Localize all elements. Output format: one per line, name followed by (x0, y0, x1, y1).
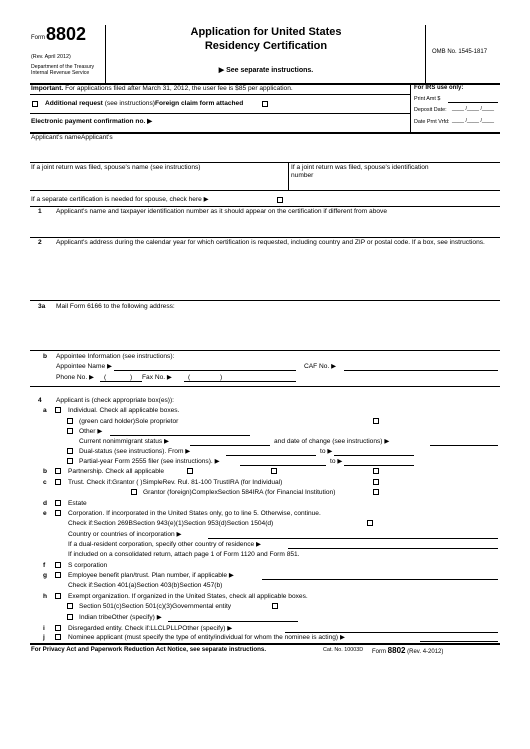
partnership-opt3-checkbox[interactable] (373, 468, 379, 474)
phone-paren-close: ) (130, 374, 133, 381)
line4j-letter: j (43, 634, 45, 641)
other-individual-label: Other ▶ (79, 428, 103, 435)
spouse-name-label: If a joint return was filed, spouse's name (see instructions) (31, 164, 201, 171)
corporation-label: Corporation. If incorporated in the United States only, go to line 5. Otherwise, continue. (68, 510, 321, 517)
green-card-label: (green card holder)Sole proprietor (79, 418, 179, 425)
ira-individual-checkbox[interactable] (373, 479, 379, 485)
line3a-field[interactable] (56, 313, 496, 348)
partial-from-field[interactable] (240, 465, 326, 466)
fax-paren-close: ) (220, 374, 223, 381)
print-amount-label: Print Amt $ (414, 96, 441, 102)
additional-request-label: Additional request (see instructions)Foreign claim form attached (45, 100, 244, 107)
sole-proprietor-checkbox[interactable] (373, 418, 379, 424)
partnership-label: Partnership. Check all applicable (68, 468, 165, 475)
nominee-field[interactable] (420, 641, 498, 642)
foreign-claim-checkbox[interactable] (262, 101, 268, 107)
irs-use-title: For IRS use only: (414, 85, 464, 91)
governmental-entity-checkbox[interactable] (272, 603, 278, 609)
s-corporation-checkbox[interactable] (55, 562, 61, 568)
individual-checkbox[interactable] (55, 407, 61, 413)
partial-to-field[interactable] (344, 465, 414, 466)
dual-from-field[interactable] (226, 455, 316, 456)
section-501c-checkbox[interactable] (67, 603, 73, 609)
estate-label: Estate (68, 500, 87, 507)
line1-number: 1 (38, 208, 42, 215)
line4f-letter: f (43, 562, 46, 569)
indian-tribe-checkbox[interactable] (67, 614, 73, 620)
line4g-letter: g (43, 572, 48, 579)
other-individual-field[interactable] (110, 435, 250, 436)
section-1504d-checkbox[interactable] (367, 520, 373, 526)
applicant-name-field[interactable] (32, 143, 498, 161)
country-incorporation-label: Country or countries of incorporation ▶ (68, 531, 182, 538)
estate-checkbox[interactable] (55, 500, 61, 506)
exempt-org-label: Exempt organization. If organized in the United States, check all applicable boxes. (68, 593, 308, 600)
caf-field[interactable] (344, 370, 498, 371)
deposit-date-blanks: ____ /____ /____ (452, 106, 494, 112)
line3a-number: 3a (38, 303, 46, 310)
department: Department of the Treasury (31, 64, 95, 70)
dual-resident-field[interactable] (288, 548, 498, 549)
nominee-label: Nominee applicant (must specify the type of entity/individual for whom the nominee is acting) ▶ (68, 634, 346, 641)
line4h-letter: h (43, 593, 48, 600)
form-number: 8802 (46, 24, 87, 44)
spouse-name-field[interactable] (32, 175, 284, 189)
fax-paren-open: ( (188, 374, 191, 381)
nominee-checkbox[interactable] (55, 634, 61, 640)
fax-field[interactable] (184, 381, 296, 382)
phone-label: Phone No. ▶ (56, 374, 95, 381)
disregarded-entity-checkbox[interactable] (55, 625, 61, 631)
fax-label: Fax No. ▶ (142, 374, 172, 381)
applicant-name-label: Applicant's nameApplicant's (31, 134, 113, 141)
exempt-org-checkbox[interactable] (55, 593, 61, 599)
date-printed-label: Date Prnt Vrfd: (414, 119, 450, 125)
date-change-label: and date of change (see instructions) ▶ (274, 438, 390, 445)
consolidated-return-note: If included on a consolidated return, attach page 1 of Form 1120 and Form 851. (68, 551, 300, 558)
appointee-name-field[interactable] (114, 370, 296, 371)
separate-cert-label: If a separate certification is needed for spouse, check here ▶ (31, 196, 209, 203)
dual-to-label: to ▶ (320, 448, 333, 455)
dual-resident-label: If a dual-resident corporation, specify other country of residence ▶ (68, 541, 262, 548)
s-corporation-label: S corporation (68, 562, 108, 569)
trust-sub-label: Grantor (foreign)ComplexSection 584IRA (for Financial Institution) (143, 489, 336, 496)
corporation-checkbox[interactable] (55, 510, 61, 516)
phone-field[interactable] (100, 381, 142, 382)
important-note: Important. For applications filed after March 31, 2012, the user fee is $85 per application. (31, 85, 293, 92)
nonimmigrant-status-field[interactable] (190, 445, 270, 446)
revision-date: (Rev. April 2012) (31, 54, 71, 60)
catalog-number: Cat. No. 10003D (323, 647, 364, 653)
benefit-plan-check-label: Check if:Section 401(a)Section 403(b)Section 457(b) (68, 582, 223, 589)
title-line2: Residency Certification (204, 40, 328, 52)
dual-to-field[interactable] (334, 455, 414, 456)
grantor-foreign-checkbox[interactable] (131, 489, 137, 495)
dual-status-checkbox[interactable] (67, 448, 73, 454)
partial-year-label: Partial-year Form 2555 filer (see instructions). ▶ (79, 458, 220, 465)
phone-paren-open: ( (104, 374, 107, 381)
disregarded-entity-label: Disregarded entity. Check if:LLCLPLLPOther (specify) ▶ (68, 625, 233, 632)
privacy-notice: For Privacy Act and Paperwork Reduction Act Notice, see separate instructions. (31, 646, 267, 653)
partnership-checkbox[interactable] (55, 468, 61, 474)
line3b-letter: b (43, 353, 48, 360)
benefit-plan-checkbox[interactable] (55, 572, 61, 578)
indian-tribe-label: Indian tribeOther (specify) ▶ (79, 614, 162, 621)
ira-financial-checkbox[interactable] (373, 489, 379, 495)
trust-label: Trust. Check if:Grantor ( )SimpleRev. Rul. 81-100 TrustIRA (for Individual) (68, 479, 283, 486)
line4-number: 4 (38, 397, 42, 404)
line4a-letter: a (43, 407, 47, 414)
additional-request-checkbox[interactable] (32, 101, 38, 107)
agency: Internal Revenue Service (31, 70, 90, 76)
line1-text: Applicant's name and taxpayer identification number as it should appear on the certification if different from above (56, 208, 388, 215)
country-incorporation-field[interactable] (208, 538, 498, 539)
appointee-name-label: Appointee Name ▶ (56, 363, 113, 370)
footer-form: Form 8802 (Rev. 4-2012) (372, 646, 444, 655)
line3a-text: Mail Form 6166 to the following address: (56, 303, 175, 310)
omb-number: OMB No. 1545-1817 (432, 49, 488, 55)
spouse-tin-label: If a joint return was filed, spouse's identification number (291, 164, 429, 179)
epcn-label: Electronic payment confirmation no. ▶ (31, 118, 153, 125)
partial-to-label: to ▶ (330, 458, 343, 465)
title-line1: Application for United States (190, 26, 342, 38)
line2-number: 2 (38, 239, 42, 246)
line2-field[interactable] (56, 259, 496, 299)
line4c-letter: c (43, 479, 47, 486)
caf-label: CAF No. ▶ (304, 363, 337, 370)
green-card-checkbox[interactable] (67, 418, 73, 424)
section-501c-label: Section 501(c)Section 501(c)(3)Governmental entity (79, 603, 232, 610)
benefit-plan-label: Employee benefit plan/trust. Plan number, if applicable ▶ (68, 572, 234, 579)
line4b-letter: b (43, 468, 48, 475)
partnership-opt1-checkbox[interactable] (187, 468, 193, 474)
date-change-field[interactable] (430, 445, 498, 446)
line2-text: Applicant's address during the calendar year for which certification is requested, including country and ZIP or postal code. If a box, see instructions. (56, 239, 485, 246)
partnership-opt2-checkbox[interactable] (271, 468, 277, 474)
other-individual-checkbox[interactable] (67, 428, 73, 434)
see-instructions: ▶ See separate instructions. (218, 67, 314, 74)
plan-number-field[interactable] (262, 579, 498, 580)
deposit-date-label: Deposit Date: (414, 107, 447, 113)
appointee-info-label: Appointee Information (see instructions): (56, 353, 175, 360)
date-printed-blanks: ____ /____ /____ (452, 118, 494, 124)
line4e-letter: e (43, 510, 47, 517)
separate-cert-checkbox[interactable] (277, 197, 283, 203)
line4-text: Applicant is (check appropriate box(es)): (56, 397, 175, 404)
disregarded-other-field[interactable] (285, 632, 498, 633)
individual-label: Individual. Check all applicable boxes. (68, 407, 180, 414)
exempt-other-field[interactable] (168, 621, 298, 622)
form-label: Form (31, 35, 45, 41)
line4i-letter: i (43, 625, 45, 632)
trust-checkbox[interactable] (55, 479, 61, 485)
line4d-letter: d (43, 500, 48, 507)
nonimmigrant-status-label: Current nonimmigrant status ▶ (79, 438, 170, 445)
dual-status-label: Dual-status (see instructions). From ▶ (79, 448, 191, 455)
partial-year-checkbox[interactable] (67, 458, 73, 464)
line1-field[interactable] (56, 218, 496, 236)
corporation-check-label: Check if:Section 269BSection 943(e)(1)Section 953(d)Section 1504(d) (68, 520, 274, 527)
